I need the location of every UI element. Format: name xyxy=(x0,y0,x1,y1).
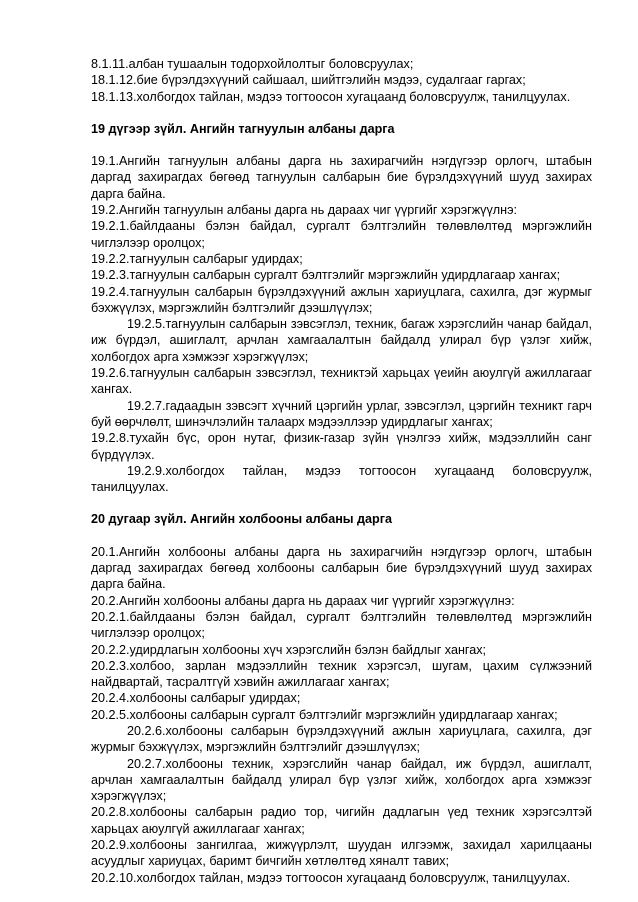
paragraph-8-1-11: 8.1.11.албан тушаалын тодорхойлолтыг боловсруулах; xyxy=(91,57,414,71)
paragraph-18-1-12: 18.1.12.бие бүрэлдэхүүний сайшаал, шийтгэлийн мэдээ, судалгааг гаргах; xyxy=(91,73,526,88)
paragraph-19-2-7: 19.2.7.гадаадын зэвсэгт хүчний цэргийн урлаг, зэвсэглэл, цэргийн техникт гарч буй өөрчлөлт, шинэчлэлийн талаарх мэдээллээр удирдлагыг хангах; xyxy=(91,398,592,429)
paragraph-20-2: 20.2.Ангийн холбооны албаны дарга нь дараах чиг үүргийг хэрэгжүүлнэ: xyxy=(91,593,515,608)
paragraph-19-2: 19.2.Ангийн тагнуулын албаны дарга нь дараах чиг үүргийг хэрэгжүүлнэ: xyxy=(91,203,518,218)
paragraph-19-2-8: 19.2.8.тухайн бүс, орон нутаг, физик-газар зүйн үнэлгээ хийж, мэдээллийн санг бүрдүүлэх. xyxy=(91,431,592,462)
paragraph-19-2-9: 19.2.9.холбогдох тайлан, мэдээ тогтоосон хугацаанд боловсруулж, танилцуулах. xyxy=(91,463,592,495)
paragraph-19-2-5: 19.2.5.тагнуулын салбарын зэвсэглэл, техник, багаж хэрэгслийн чанар байдал, иж бүрдэл, ашиглалт, арчлан хамгаалалтын байдалд улирал бүр үзлэг хийж, холбогдох арга хэмжээг хэрэгжүүлэх; xyxy=(91,317,592,364)
paragraph-20-2-10: 20.2.10.холбогдох тайлан, мэдээ тогтоосон хугацаанд боловсруулж, танилцуулах. xyxy=(91,870,571,885)
article-19-heading: 19 дүгээр зүйл. Ангийн тагнуулын албаны дарга xyxy=(91,121,395,136)
paragraph-19-1: 19.1.Ангийн тагнуулын албаны дарга нь захирагчийн нэгдүгээр орлогч, штабын даргад захирагдах бөгөөд тагнуулын салбарын бие бүрэлдэхүүний шууд захирах дарга байна. xyxy=(91,154,592,201)
paragraph-20-2-6: 20.2.6.холбооны салбарын бүрэлдэхүүний ажлын хариуцлага, сахилга, дэг журмыг бэхжүүлэх, мэргэжлийн бэлтгэлийг дээшлүүлэх; xyxy=(91,723,592,755)
article-20-heading: 20 дугаар зүйл. Ангийн холбооны албаны дарга xyxy=(91,512,392,527)
paragraph-20-2-9: 20.2.9.холбооны зангилгаа, жижүүрлэлт, шуудан илгээмж, захидал харилцааны асуудлыг хариуцах, баримт бичгийн хөтлөлтөд хяналт тавих; xyxy=(91,838,592,869)
paragraph-20-2-5: 20.2.5.холбооны салбарын сургалт бэлтгэлийг мэргэжлийн удирдлагаар хангах; xyxy=(91,707,558,722)
paragraph-20-2-4: 20.2.4.холбооны салбарыг удирдах; xyxy=(91,691,301,706)
document-body xyxy=(91,56,592,886)
paragraph-20-2-8: 20.2.8.холбооны салбарын радио тор, чигийн дадлагын үед техник хэрэгсэлтэй харьцах аюулгүй ажиллагааг хангах; xyxy=(91,805,592,836)
paragraph-19-2-4: 19.2.4.тагнуулын салбарын бүрэлдэхүүний ажлын хариуцлага, сахилга, дэг журмыг бэхжүүлэх, мэргэжлийн бэлтгэлийг дээшлүүлэх; xyxy=(91,284,592,315)
paragraph-20-1: 20.1.Ангийн холбооны албаны дарга нь захирагчийн нэгдүгээр орлогч, штабын даргад захирагдах бөгөөд холбооны салбарын бие бүрэлдэхүүний шууд захирах дарга байна. xyxy=(91,544,592,592)
paragraph-19-2-1: 19.2.1.байлдааны бэлэн байдал, сургалт бэлтгэлийн төлөвлөлтөд мэргэжлийн чиглэлээр оролцох; xyxy=(91,219,592,250)
paragraph-20-2-7: 20.2.7.холбооны техник, хэрэгслийн чанар байдал, иж бүрдэл, ашиглалт, арчлан хамгаалалтын байдалд улирал бүр үзлэг хийж, холбогдох арга хэмжээг хэрэгжүүлэх; xyxy=(91,756,592,804)
paragraph-20-2-1: 20.2.1.байлдааны бэлэн байдал, сургалт бэлтгэлийн төлөвлөлтөд мэргэжлийн чиглэлээр оролцох; xyxy=(91,609,592,641)
paragraph-20-2-3: 20.2.3.холбоо, зарлан мэдээллийн техник хэрэгсэл, шугам, цахим сүлжээний найдвартай, тасралтгүй хэвийн ажиллагааг хангах; xyxy=(91,658,592,690)
paragraph-19-2-3: 19.2.3.тагнуулын салбарын сургалт бэлтгэлийг мэргэжлийн удирдлагаар хангах; xyxy=(91,268,561,283)
paragraph-19-2-6: 19.2.6.тагнуулын салбарын зэвсэглэл, техниктэй харьцах үеийн аюулгүй ажиллагааг хангах. xyxy=(91,366,592,397)
paragraph-18-1-13: 18.1.13.холбогдох тайлан, мэдээ тогтоосон хугацаанд боловсруулж, танилцуулах. xyxy=(91,89,571,104)
paragraph-19-2-2: 19.2.2.тагнуулын салбарыг удирдах; xyxy=(91,251,303,266)
paragraph-20-2-2: 20.2.2.удирдлагын холбооны хүч хэрэгслийн бэлэн байдлыг хангах; xyxy=(91,642,487,657)
